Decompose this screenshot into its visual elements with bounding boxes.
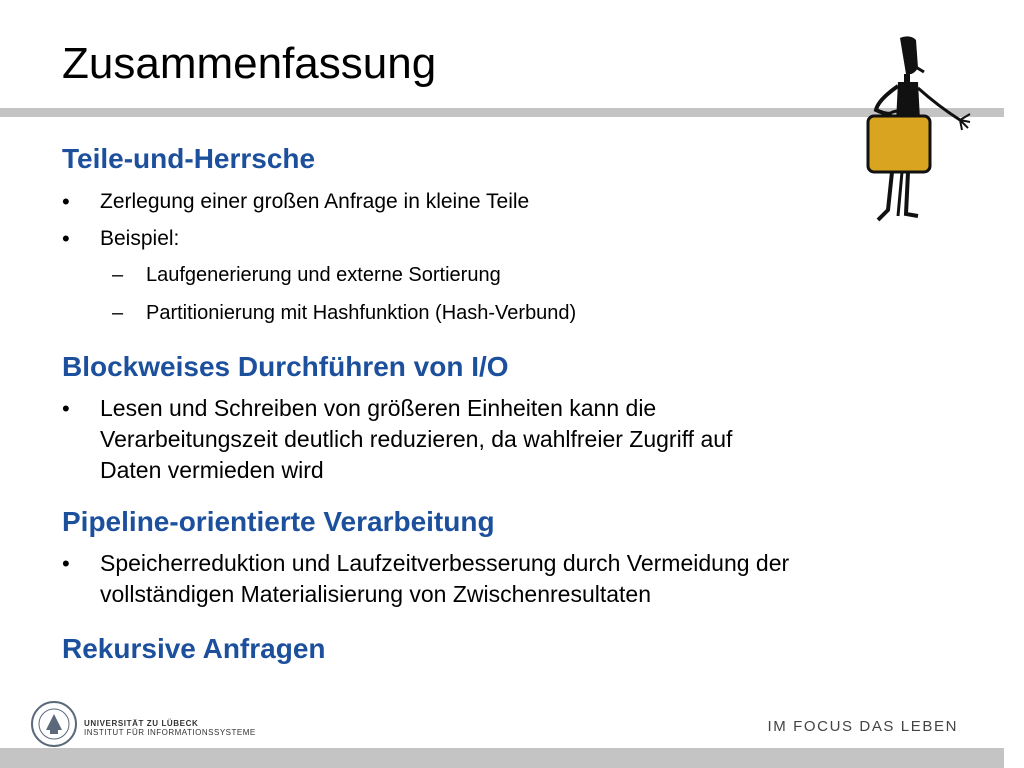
- footer-bar: [0, 748, 1004, 768]
- text-line: Verarbeitungszeit deutlich reduzieren, da wahlfreier Zugriff auf: [100, 426, 733, 452]
- sub-list-item: – Partitionierung mit Hashfunktion (Hash-Verbund): [62, 294, 576, 332]
- section-heading: Teile-und-Herrsche: [62, 143, 316, 174]
- section-rekursive-anfragen: [62, 632, 326, 666]
- list-item: [62, 548, 789, 610]
- section-heading: Rekursive Anfragen: [62, 633, 326, 664]
- footer-claim: IM FOCUS DAS LEBEN: [767, 718, 958, 735]
- section-blockweises-io: [62, 350, 732, 486]
- section-heading: Blockweises Durchführen von I/O: [62, 351, 509, 382]
- section-teile-und-herrsche: [62, 142, 576, 332]
- list-item: [62, 393, 732, 486]
- person-with-briefcase-icon: [858, 30, 978, 235]
- section-heading: Pipeline-orientierte Verarbeitung: [62, 506, 495, 537]
- text-line: • Lesen und Schreiben von größeren Einheiten kann die: [100, 395, 657, 421]
- text-line: vollständigen Materialisierung von Zwischenresultaten: [100, 581, 652, 607]
- bullet-list: [62, 186, 576, 332]
- slide-title: Zusammenfassung: [62, 39, 437, 88]
- institute-label: INSTITUT FÜR INFORMATIONSSYSTEME: [84, 728, 256, 737]
- text-line: Daten vermieden wird: [100, 457, 324, 483]
- section-pipeline: [62, 505, 789, 610]
- university-label: UNIVERSITÄT ZU LÜBECK: [84, 719, 199, 728]
- university-name: [84, 719, 256, 737]
- title-divider: [0, 108, 1004, 117]
- list-item: • Zerlegung einer großen Anfrage in kleine Teile: [62, 186, 576, 217]
- sub-list-item: – Laufgenerierung und externe Sortierung: [62, 256, 576, 294]
- text-line: • Speicherreduktion und Laufzeitverbesserung durch Vermeidung der: [100, 550, 790, 576]
- list-item: • Beispiel:: [62, 223, 576, 254]
- university-seal-icon: [30, 700, 78, 748]
